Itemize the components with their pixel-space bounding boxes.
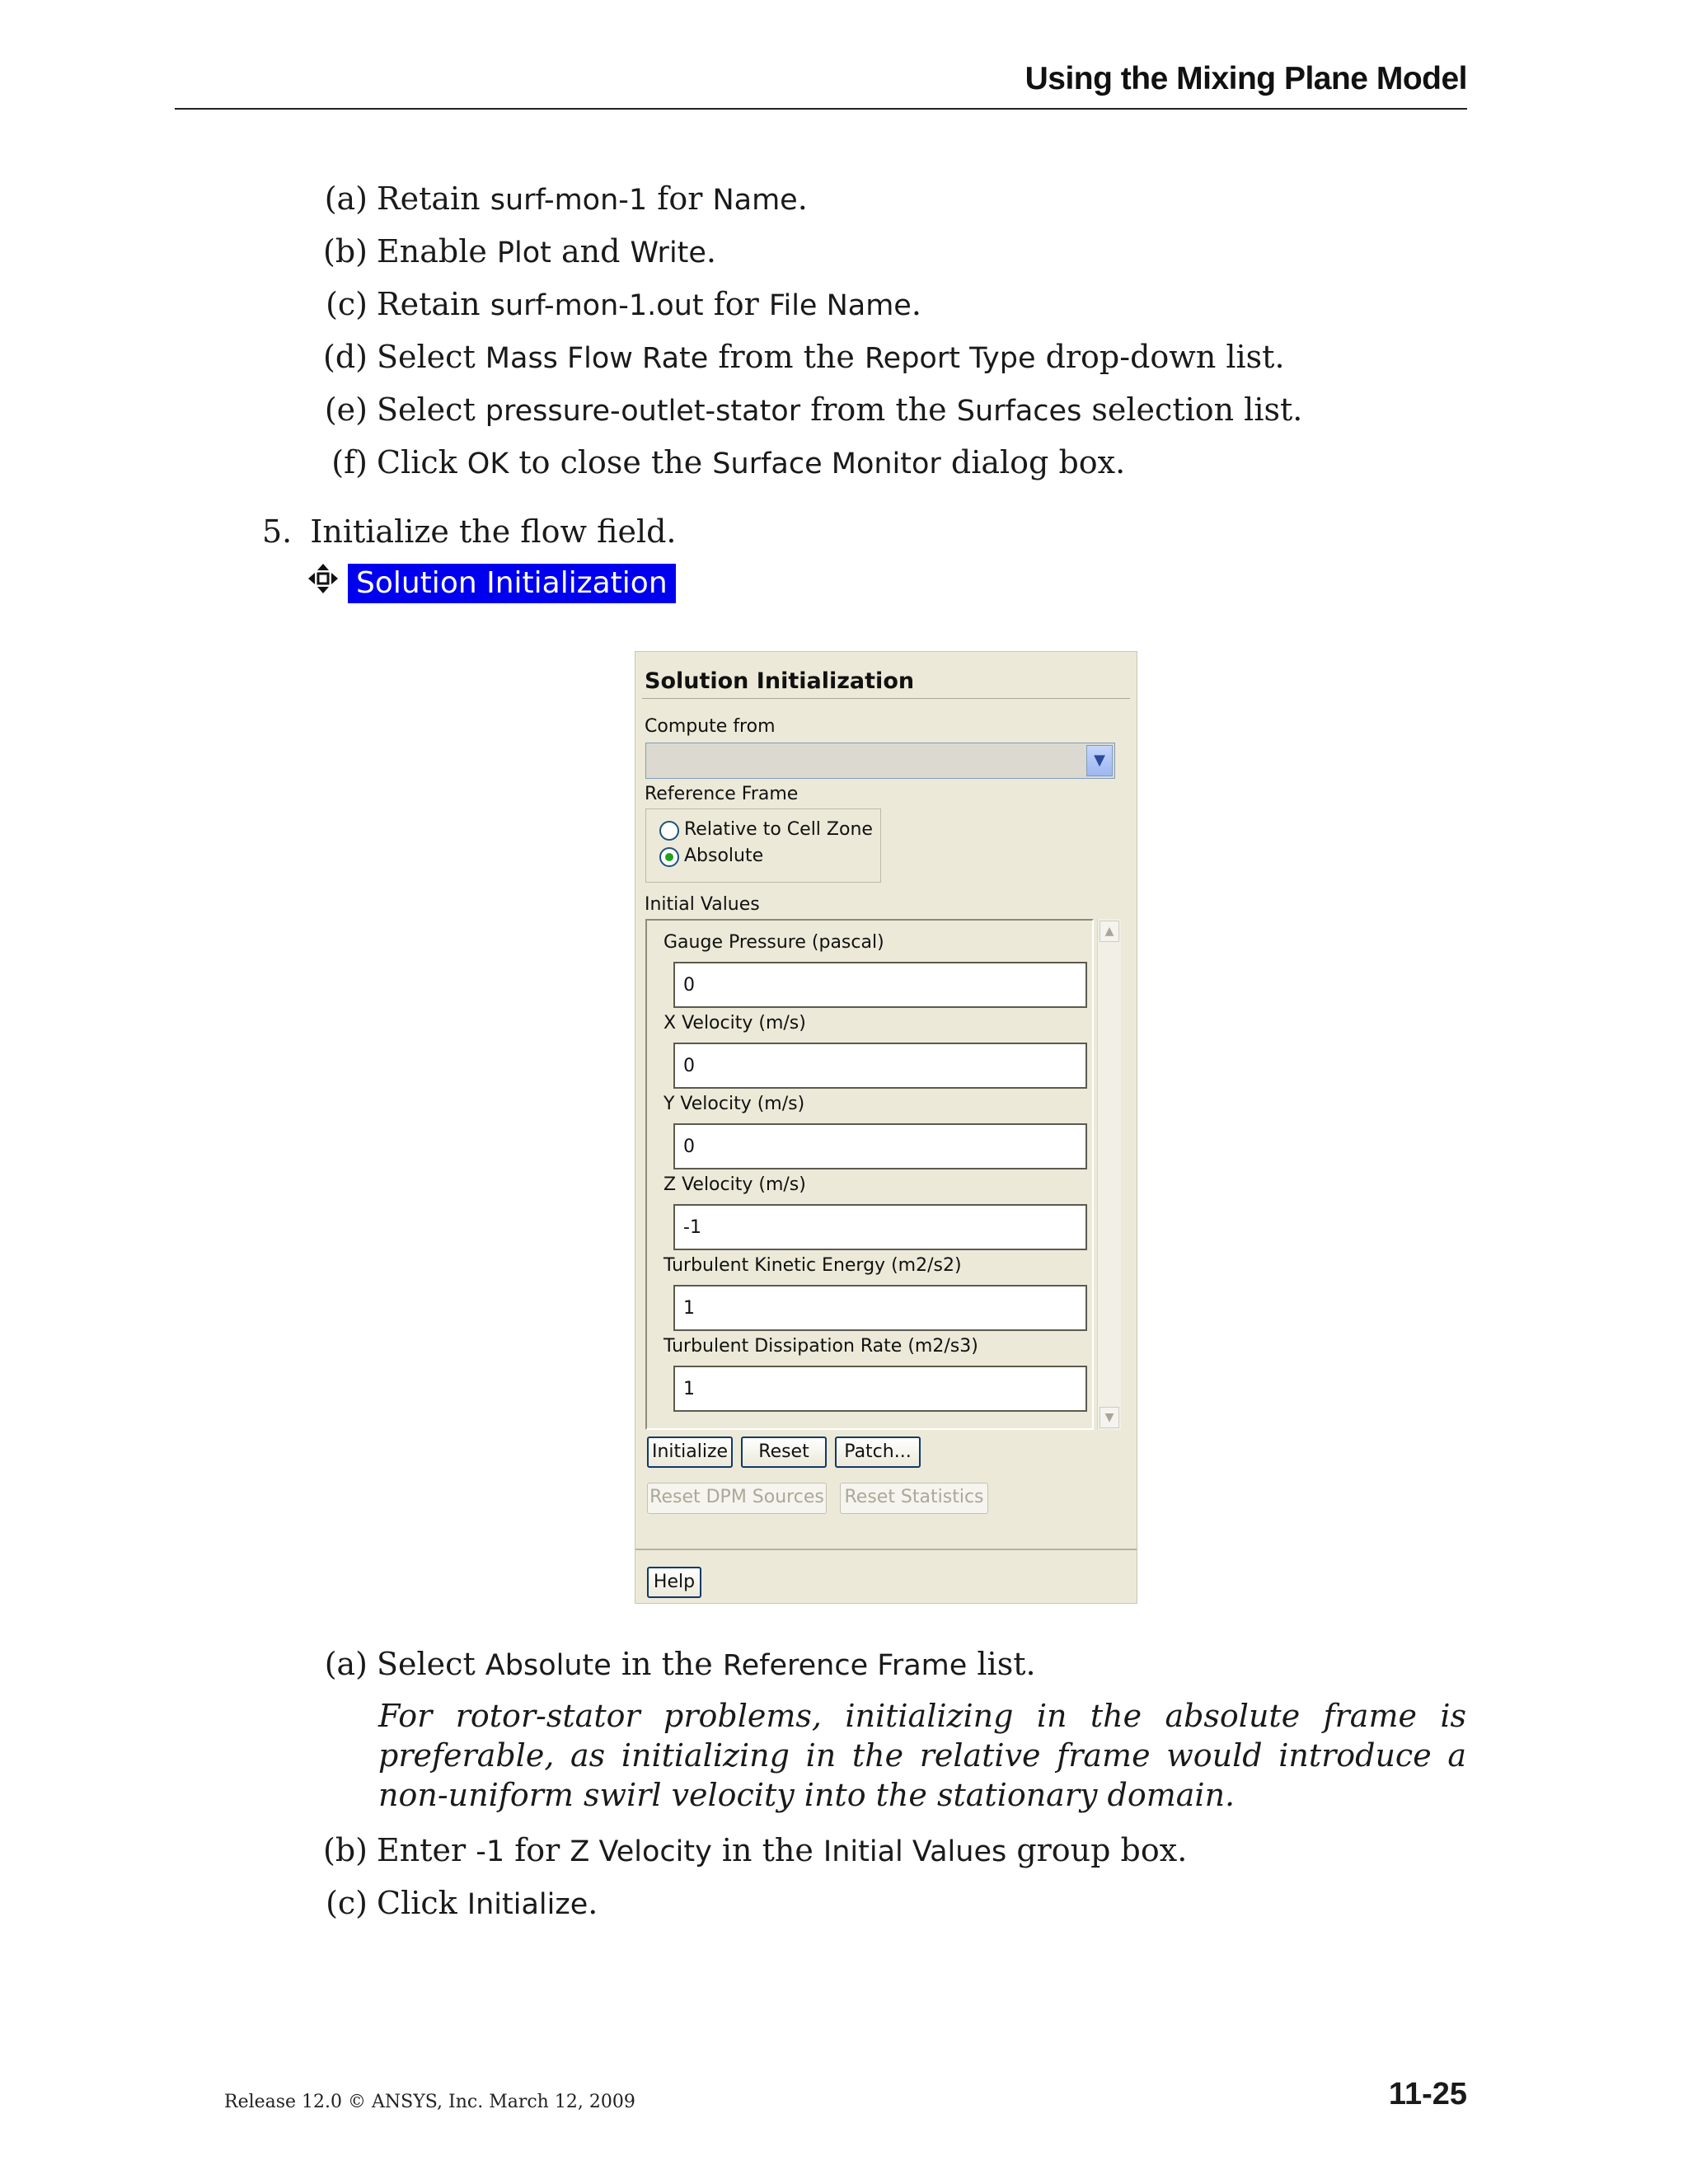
value-field[interactable] bbox=[673, 1204, 1087, 1250]
patch-button[interactable]: Patch... bbox=[835, 1436, 921, 1468]
step-text-part: for bbox=[647, 180, 713, 217]
value-field[interactable] bbox=[673, 1123, 1087, 1169]
value-field[interactable] bbox=[673, 1285, 1087, 1331]
value-input[interactable] bbox=[675, 1206, 1085, 1249]
step-text-part: Select bbox=[377, 391, 485, 428]
step-label: (b) bbox=[323, 233, 368, 269]
navigation-arrows-icon bbox=[307, 562, 340, 595]
step-text-part: and bbox=[551, 233, 631, 269]
note-text: For rotor-stator problems, initializing in the absolute frame is preferable, as initializing in the relative frame would introduce a non-uniform swirl velocity into the stationary domain. bbox=[378, 1698, 1466, 1813]
help-button[interactable]: Help bbox=[647, 1567, 701, 1598]
solution-initialization-link[interactable]: Solution Initialization bbox=[348, 564, 676, 603]
initial-values-panel bbox=[645, 919, 1094, 1430]
step-label: (a) bbox=[324, 180, 368, 217]
step-text-part: in the bbox=[611, 1646, 723, 1682]
step-text-part: Retain bbox=[377, 286, 490, 322]
step-text-part: dialog box. bbox=[940, 444, 1126, 480]
step-text bbox=[377, 285, 921, 325]
step-5 bbox=[262, 513, 677, 551]
radio-relative-label: Relative to Cell Zone bbox=[684, 819, 873, 840]
ui-term: OK bbox=[467, 448, 509, 480]
step-text-part: from the bbox=[708, 339, 865, 375]
field-label: X Velocity (m/s) bbox=[663, 1013, 806, 1033]
reset-statistics-button[interactable]: Reset Statistics bbox=[840, 1483, 988, 1514]
ui-term: surf-mon-1 bbox=[490, 184, 648, 217]
step-text-part: Enter bbox=[377, 1832, 476, 1868]
chevron-down-icon[interactable]: ▼ bbox=[1086, 745, 1113, 776]
step-text bbox=[377, 180, 808, 219]
step-text bbox=[377, 443, 1125, 483]
field-label: Y Velocity (m/s) bbox=[663, 1094, 805, 1114]
dialog-title: Solution Initialization bbox=[645, 668, 915, 694]
step-label: (c) bbox=[326, 286, 368, 322]
compute-from-label: Compute from bbox=[645, 716, 776, 737]
value-input[interactable] bbox=[675, 1367, 1085, 1410]
field-label: Turbulent Kinetic Energy (m2/s2) bbox=[663, 1255, 962, 1276]
ui-term: Initial Values bbox=[823, 1835, 1007, 1868]
value-input[interactable] bbox=[675, 1044, 1085, 1087]
value-field[interactable] bbox=[673, 1043, 1087, 1089]
radio-relative-to-cell-zone[interactable] bbox=[659, 821, 679, 841]
step-text bbox=[377, 1884, 598, 1924]
step-text-part: for bbox=[504, 1832, 570, 1868]
reference-frame-label: Reference Frame bbox=[645, 784, 799, 804]
compute-from-dropdown[interactable] bbox=[645, 743, 1115, 779]
step-label: (c) bbox=[326, 1885, 368, 1921]
value-field[interactable] bbox=[673, 1366, 1087, 1412]
radio-absolute[interactable] bbox=[659, 847, 679, 867]
step-text-part: . bbox=[706, 233, 717, 269]
step-text-part: from the bbox=[800, 391, 957, 428]
ui-term: Absolute bbox=[485, 1649, 612, 1682]
initialize-button[interactable]: Initialize bbox=[647, 1436, 733, 1468]
ui-term: Report Type bbox=[864, 342, 1036, 375]
scroll-down-icon[interactable]: ▼ bbox=[1100, 1407, 1119, 1428]
step-text-part: Click bbox=[377, 444, 467, 480]
radio-absolute-label: Absolute bbox=[684, 846, 764, 866]
field-label: Z Velocity (m/s) bbox=[663, 1174, 806, 1195]
step-text-part: Enable bbox=[377, 233, 497, 269]
title-divider bbox=[642, 698, 1130, 699]
ui-term: Surfaces bbox=[956, 395, 1082, 428]
step-text-part: . bbox=[911, 286, 921, 322]
step-text-part: Select bbox=[377, 339, 485, 375]
value-field[interactable] bbox=[673, 962, 1087, 1008]
step-text-part: group box. bbox=[1006, 1832, 1188, 1868]
radio-selected-dot bbox=[665, 853, 673, 861]
ui-term: Mass Flow Rate bbox=[485, 342, 709, 375]
footer-release: Release 12.0 © ANSYS, Inc. March 12, 2009 bbox=[224, 2092, 635, 2112]
step-text-part: . bbox=[588, 1885, 598, 1921]
step-label: (f) bbox=[331, 444, 368, 480]
step-text-part: . bbox=[797, 180, 808, 217]
field-label: Turbulent Dissipation Rate (m2/s3) bbox=[663, 1336, 978, 1357]
value-input[interactable] bbox=[675, 963, 1085, 1006]
step-label: (e) bbox=[324, 391, 368, 428]
step-label: (b) bbox=[323, 1832, 368, 1868]
ui-term: Z Velocity bbox=[570, 1835, 712, 1868]
step-text-part: for bbox=[703, 286, 769, 322]
ui-term: pressure-outlet-stator bbox=[485, 395, 801, 428]
reference-frame-group bbox=[645, 808, 881, 883]
scroll-up-icon[interactable]: ▲ bbox=[1100, 921, 1119, 942]
step-text bbox=[377, 232, 716, 272]
ui-term: Reference Frame bbox=[722, 1649, 968, 1682]
step-text bbox=[377, 338, 1285, 377]
reset-dpm-sources-button[interactable]: Reset DPM Sources bbox=[647, 1483, 827, 1514]
step-label: (d) bbox=[323, 339, 368, 375]
field-label: Gauge Pressure (pascal) bbox=[663, 932, 884, 953]
step-text-part: Retain bbox=[377, 180, 490, 217]
running-header: Using the Mixing Plane Model bbox=[1025, 61, 1467, 96]
step-text-part: Select bbox=[377, 1646, 485, 1682]
step-text-part: to close the bbox=[509, 444, 713, 480]
step-text-part: list. bbox=[967, 1646, 1036, 1682]
ui-term: Name bbox=[712, 184, 798, 217]
step-text bbox=[377, 1831, 1187, 1871]
step-text-part: Click bbox=[377, 1885, 467, 1921]
step-text-part: in the bbox=[711, 1832, 823, 1868]
header-rule bbox=[175, 108, 1467, 110]
initial-values-label: Initial Values bbox=[645, 894, 760, 915]
step-text-part: drop-down list. bbox=[1035, 339, 1285, 375]
ui-term: Initialize bbox=[467, 1888, 588, 1921]
vertical-scrollbar[interactable] bbox=[1097, 919, 1121, 1430]
value-input[interactable] bbox=[675, 1125, 1085, 1168]
ui-term: Plot bbox=[496, 237, 551, 269]
step-5-number: 5. bbox=[262, 513, 293, 550]
value-input[interactable] bbox=[675, 1286, 1085, 1329]
solution-initialization-dialog bbox=[635, 651, 1137, 1604]
step-text bbox=[377, 391, 1302, 430]
ui-term: Surface Monitor bbox=[712, 448, 941, 480]
ui-term: File Name bbox=[768, 289, 912, 322]
bottom-divider bbox=[635, 1549, 1137, 1550]
step-label: (a) bbox=[324, 1646, 368, 1682]
step-text-part: selection list. bbox=[1081, 391, 1303, 428]
ui-term: Write bbox=[630, 237, 706, 269]
step-5-text: Initialize the flow field. bbox=[310, 513, 677, 550]
ui-term: surf-mon-1.out bbox=[490, 289, 704, 322]
reset-button[interactable]: Reset bbox=[741, 1436, 827, 1468]
step-text bbox=[377, 1645, 1036, 1685]
ui-term: -1 bbox=[476, 1835, 505, 1868]
page-number: 11-25 bbox=[1388, 2077, 1467, 2111]
